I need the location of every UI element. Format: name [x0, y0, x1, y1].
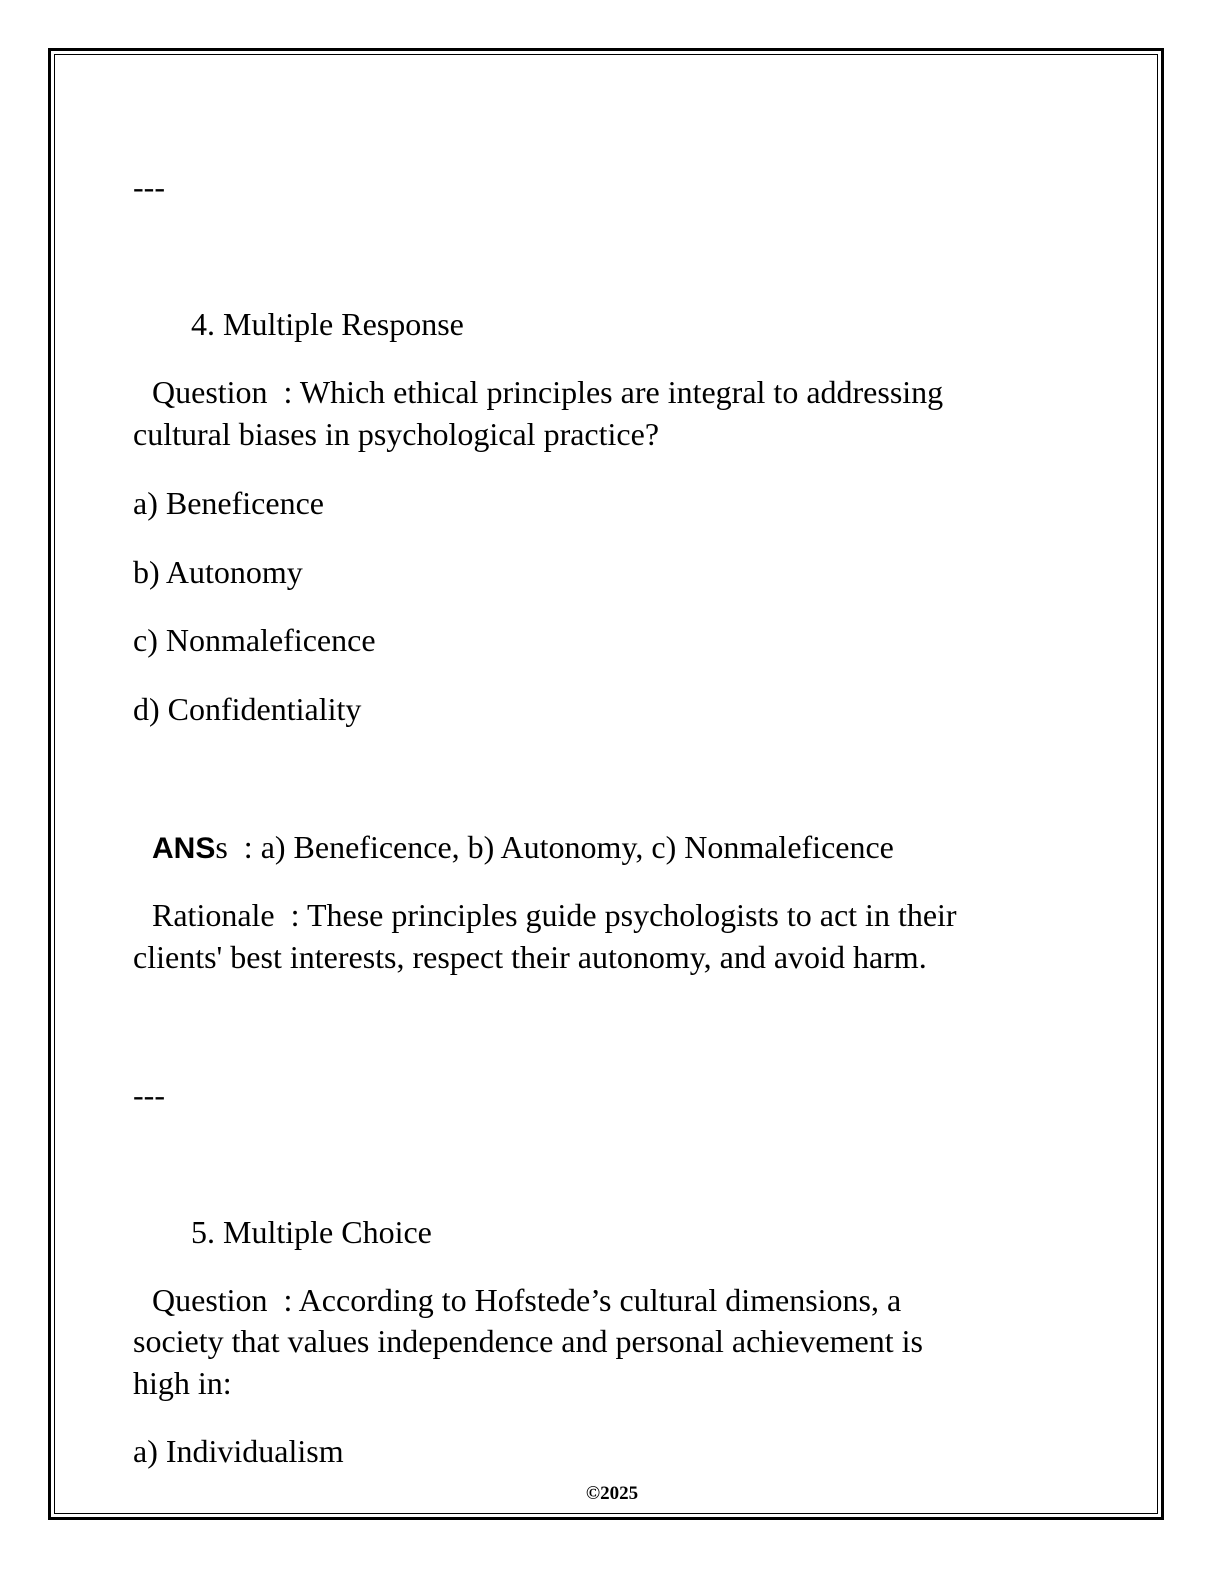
rationale-text: : These principles guide psychologists to act in their — [290, 897, 957, 933]
question-5-text — [152, 1279, 901, 1321]
answer-label: ANS — [152, 832, 216, 865]
question-5-text-cont2: high in: — [133, 1365, 232, 1401]
question-5-heading: 5. Multiple Choice — [191, 1214, 432, 1250]
question-4-text — [152, 371, 943, 413]
separator: --- — [133, 169, 165, 205]
separator: --- — [133, 1077, 165, 1113]
question-text: : According to Hofstede’s cultural dimensions, a — [283, 1282, 902, 1318]
copyright-footer: ©2025 — [585, 1483, 639, 1504]
answer — [152, 826, 894, 870]
option-a: a) Individualism — [133, 1433, 344, 1469]
option-a: a) Beneficence — [133, 485, 324, 521]
question-text: : Which ethical principles are integral to addressing — [283, 374, 944, 410]
question-4-heading: 4. Multiple Response — [191, 306, 464, 342]
question-4-text-cont: cultural biases in psychological practice? — [133, 416, 660, 452]
rationale-label: Rationale — [152, 897, 275, 933]
question-label: Question — [152, 374, 268, 410]
option-d: d) Confidentiality — [133, 691, 362, 727]
option-c: c) Nonmaleficence — [133, 622, 376, 658]
question-5-text-cont: society that values independence and personal achievement is — [133, 1323, 923, 1359]
rationale-cont: clients' best interests, respect their autonomy, and avoid harm. — [133, 939, 927, 975]
rationale — [152, 894, 957, 936]
question-label: Question — [152, 1282, 268, 1318]
answer-suffix: s — [215, 829, 228, 865]
option-b: b) Autonomy — [133, 554, 303, 590]
answer-text: : a) Beneficence, b) Autonomy, c) Nonmaleficence — [243, 829, 894, 865]
